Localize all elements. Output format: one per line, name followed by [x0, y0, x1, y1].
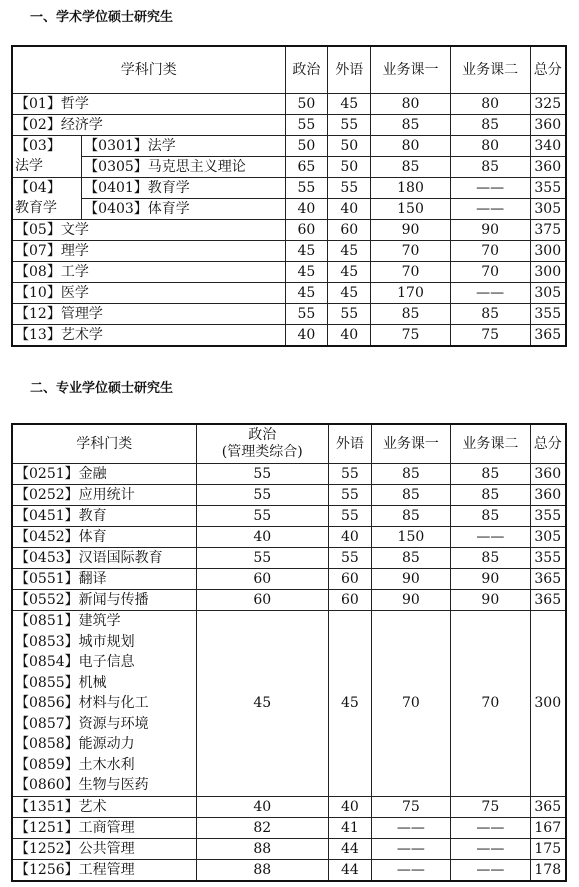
- course2-score: ——: [451, 838, 530, 859]
- politics-score: 55: [196, 548, 329, 569]
- total-score: 375: [530, 220, 566, 241]
- course1-score: ——: [371, 817, 450, 838]
- subject-cell: 【0401】教育学: [82, 178, 285, 199]
- course2-score: 85: [451, 506, 530, 527]
- subject-cell: 【05】文学: [12, 220, 285, 241]
- course1-score: 75: [371, 796, 450, 817]
- foreign-score: 60: [329, 590, 372, 611]
- foreign-score: 45: [328, 94, 371, 115]
- header-subject: 学科门类: [12, 46, 285, 94]
- subject-cell: 【07】理学: [12, 241, 285, 262]
- politics-score: 55: [285, 178, 328, 199]
- category-group-cell: [12, 136, 82, 178]
- course2-score: ——: [450, 283, 530, 304]
- course2-score: 80: [450, 94, 530, 115]
- course2-score: 90: [451, 590, 530, 611]
- foreign-score: 60: [328, 220, 371, 241]
- course1-score: ——: [371, 859, 450, 881]
- course2-score: 90: [450, 220, 530, 241]
- subject-cell: 【0251】金融: [12, 464, 196, 485]
- politics-score: 40: [196, 796, 329, 817]
- foreign-score: 40: [328, 199, 371, 220]
- course1-score: 150: [371, 199, 451, 220]
- course2-score: 75: [450, 325, 530, 347]
- header-course1: 业务课一: [371, 46, 451, 94]
- subject-cell: 【0252】应用统计: [12, 485, 196, 506]
- course1-score: 85: [371, 304, 451, 325]
- academic-score-table: [11, 45, 567, 347]
- subject-item: 【0853】城市规划: [15, 633, 135, 650]
- total-score: 300: [530, 611, 566, 797]
- subject-cell: 【1252】公共管理: [12, 838, 196, 859]
- table-header-row: [12, 424, 566, 464]
- table-row: [12, 506, 566, 527]
- politics-score: 55: [196, 464, 329, 485]
- total-score: 300: [530, 241, 566, 262]
- politics-score: 88: [196, 859, 329, 881]
- header-foreign: 外语: [329, 424, 372, 464]
- foreign-score: 45: [328, 283, 371, 304]
- subject-cell: 【1256】工程管理: [12, 859, 196, 881]
- table-row: [12, 464, 566, 485]
- course1-score: 70: [371, 611, 450, 797]
- course2-score: ——: [451, 817, 530, 838]
- table-row: [12, 178, 566, 199]
- subject-cell: 【0305】马克思主义理论: [82, 157, 285, 178]
- table-row: [12, 485, 566, 506]
- subject-cell: 【10】医学: [12, 283, 285, 304]
- total-score: 360: [530, 157, 566, 178]
- total-score: 365: [530, 325, 566, 347]
- foreign-score: 55: [329, 485, 372, 506]
- foreign-score: 55: [329, 506, 372, 527]
- foreign-score: 45: [329, 611, 372, 797]
- table-row: [12, 199, 566, 220]
- table-row: [12, 115, 566, 136]
- table-row: [12, 283, 566, 304]
- politics-score: 45: [285, 262, 328, 283]
- header-course1: 业务课一: [371, 424, 450, 464]
- foreign-score: 44: [329, 838, 372, 859]
- header-politics: [196, 424, 329, 464]
- subject-item: 【0854】电子信息: [15, 654, 135, 670]
- category-group-cell: [12, 178, 82, 220]
- total-score: 355: [530, 178, 566, 199]
- foreign-score: 55: [328, 178, 371, 199]
- category-name: 法学: [15, 158, 43, 174]
- politics-score: 50: [285, 136, 328, 157]
- politics-score: 55: [196, 485, 329, 506]
- politics-score: 65: [285, 157, 328, 178]
- politics-score: 40: [285, 199, 328, 220]
- total-score: 360: [530, 115, 566, 136]
- table-row: [12, 527, 566, 548]
- table-row: [12, 136, 566, 157]
- header-total: 总分: [530, 46, 566, 94]
- politics-score: 60: [196, 569, 329, 590]
- course1-score: 85: [371, 115, 451, 136]
- table-row: [12, 569, 566, 590]
- table-row: [12, 262, 566, 283]
- politics-score: 55: [285, 115, 328, 136]
- foreign-score: 50: [328, 136, 371, 157]
- politics-score: 88: [196, 838, 329, 859]
- total-score: 305: [530, 199, 566, 220]
- course1-score: 85: [371, 485, 450, 506]
- course2-score: 85: [450, 304, 530, 325]
- total-score: 355: [530, 304, 566, 325]
- table-row: [12, 220, 566, 241]
- course1-score: ——: [371, 838, 450, 859]
- foreign-score: 55: [329, 464, 372, 485]
- foreign-score: 44: [329, 859, 372, 881]
- total-score: 360: [530, 485, 566, 506]
- table-row: [12, 94, 566, 115]
- politics-score: 45: [285, 241, 328, 262]
- subject-item: 【0851】建筑学: [15, 613, 121, 629]
- politics-score: 40: [285, 325, 328, 347]
- course2-score: 85: [451, 548, 530, 569]
- total-score: 360: [530, 464, 566, 485]
- course2-score: 70: [450, 241, 530, 262]
- course1-score: 85: [371, 506, 450, 527]
- subject-cell: 【08】工学: [12, 262, 285, 283]
- category-name: 教育学: [15, 200, 57, 216]
- course1-score: 70: [371, 262, 451, 283]
- foreign-score: 45: [328, 262, 371, 283]
- course1-score: 90: [371, 569, 450, 590]
- subject-cell: 【0301】法学: [82, 136, 285, 157]
- course2-score: 85: [451, 485, 530, 506]
- header-course2: 业务课二: [451, 424, 530, 464]
- subject-item: 【0857】资源与环境: [15, 715, 149, 732]
- header-politics-line2: (管理类综合): [221, 444, 303, 460]
- course2-score: 70: [451, 611, 530, 797]
- politics-score: 45: [285, 283, 328, 304]
- course2-score: ——: [451, 527, 530, 548]
- course2-score: 90: [451, 569, 530, 590]
- section1-title: 一、学术学位硕士研究生: [30, 10, 174, 25]
- foreign-score: 60: [329, 569, 372, 590]
- course2-score: ——: [450, 199, 530, 220]
- table-row: [12, 817, 566, 838]
- politics-score: 40: [196, 527, 329, 548]
- course2-score: 80: [450, 136, 530, 157]
- table-row: [12, 304, 566, 325]
- total-score: 340: [530, 136, 566, 157]
- table-row: [12, 796, 566, 817]
- politics-score: 60: [285, 220, 328, 241]
- course1-score: 80: [371, 136, 451, 157]
- header-course2: 业务课二: [450, 46, 530, 94]
- foreign-score: 40: [328, 325, 371, 347]
- header-subject: 学科门类: [12, 424, 196, 464]
- subject-cell: 【0453】汉语国际教育: [12, 548, 196, 569]
- total-score: 325: [530, 94, 566, 115]
- foreign-score: 45: [328, 241, 371, 262]
- header-total: 总分: [530, 424, 566, 464]
- foreign-score: 40: [329, 527, 372, 548]
- course1-score: 85: [371, 464, 450, 485]
- course1-score: 180: [371, 178, 451, 199]
- professional-score-table: [11, 423, 567, 882]
- politics-score: 55: [196, 506, 329, 527]
- subject-item: 【0859】土木水利: [15, 756, 135, 773]
- subject-cell: 【1351】艺术: [12, 796, 196, 817]
- engineering-group-row: [12, 611, 566, 797]
- subject-cell: 【13】艺术学: [12, 325, 285, 347]
- total-score: 355: [530, 506, 566, 527]
- politics-score: 82: [196, 817, 329, 838]
- subject-cell: 【0403】体育学: [82, 199, 285, 220]
- subject-cell: 【0551】翻译: [12, 569, 196, 590]
- total-score: 365: [530, 569, 566, 590]
- total-score: 178: [530, 859, 566, 881]
- table-row: [12, 859, 566, 881]
- category-code: 【04】: [15, 180, 61, 196]
- course2-score: ——: [451, 859, 530, 881]
- foreign-score: 50: [328, 157, 371, 178]
- total-score: 305: [530, 527, 566, 548]
- foreign-score: 55: [329, 548, 372, 569]
- table-row: [12, 590, 566, 611]
- table-header-row: [12, 46, 566, 94]
- course1-score: 70: [371, 241, 451, 262]
- subject-cell: 【12】管理学: [12, 304, 285, 325]
- politics-score: 45: [196, 611, 329, 797]
- total-score: 175: [530, 838, 566, 859]
- course2-score: 85: [450, 115, 530, 136]
- header-politics: 政治: [285, 46, 328, 94]
- subject-cell: 【1251】工商管理: [12, 817, 196, 838]
- table-row: [12, 548, 566, 569]
- foreign-score: 55: [328, 304, 371, 325]
- politics-score: 50: [285, 94, 328, 115]
- total-score: 365: [530, 590, 566, 611]
- category-code: 【03】: [15, 138, 61, 154]
- subject-cell: 【0452】体育: [12, 527, 196, 548]
- section2-title: 二、专业学位硕士研究生: [30, 381, 174, 396]
- total-score: 355: [530, 548, 566, 569]
- header-politics-line1: 政治: [248, 427, 277, 443]
- subject-cell: 【02】经济学: [12, 115, 285, 136]
- subject-item: 【0856】材料与化工: [15, 695, 149, 711]
- course2-score: 85: [451, 464, 530, 485]
- foreign-score: 55: [328, 115, 371, 136]
- course1-score: 85: [371, 157, 451, 178]
- subject-item: 【0860】生物与医药: [15, 777, 149, 793]
- engineering-subjects-cell: [12, 611, 196, 797]
- course2-score: ——: [450, 178, 530, 199]
- total-score: 300: [530, 262, 566, 283]
- total-score: 365: [530, 796, 566, 817]
- foreign-score: 41: [329, 817, 372, 838]
- course1-score: 150: [371, 527, 450, 548]
- table-row: [12, 157, 566, 178]
- total-score: 167: [530, 817, 566, 838]
- course2-score: 75: [451, 796, 530, 817]
- course2-score: 85: [450, 157, 530, 178]
- subject-cell: 【0451】教育: [12, 506, 196, 527]
- course2-score: 70: [450, 262, 530, 283]
- course1-score: 90: [371, 220, 451, 241]
- header-foreign: 外语: [328, 46, 371, 94]
- subject-item: 【0858】能源动力: [15, 736, 135, 752]
- course1-score: 75: [371, 325, 451, 347]
- course1-score: 90: [371, 590, 450, 611]
- politics-score: 60: [196, 590, 329, 611]
- politics-score: 55: [285, 304, 328, 325]
- table-row: [12, 838, 566, 859]
- subject-cell: 【0552】新闻与传播: [12, 590, 196, 611]
- table-row: [12, 241, 566, 262]
- foreign-score: 40: [329, 796, 372, 817]
- table-row: [12, 325, 566, 347]
- course1-score: 80: [371, 94, 451, 115]
- total-score: 305: [530, 283, 566, 304]
- subject-cell: 【01】哲学: [12, 94, 285, 115]
- subject-item: 【0855】机械: [15, 674, 107, 691]
- course1-score: 170: [371, 283, 451, 304]
- course1-score: 85: [371, 548, 450, 569]
